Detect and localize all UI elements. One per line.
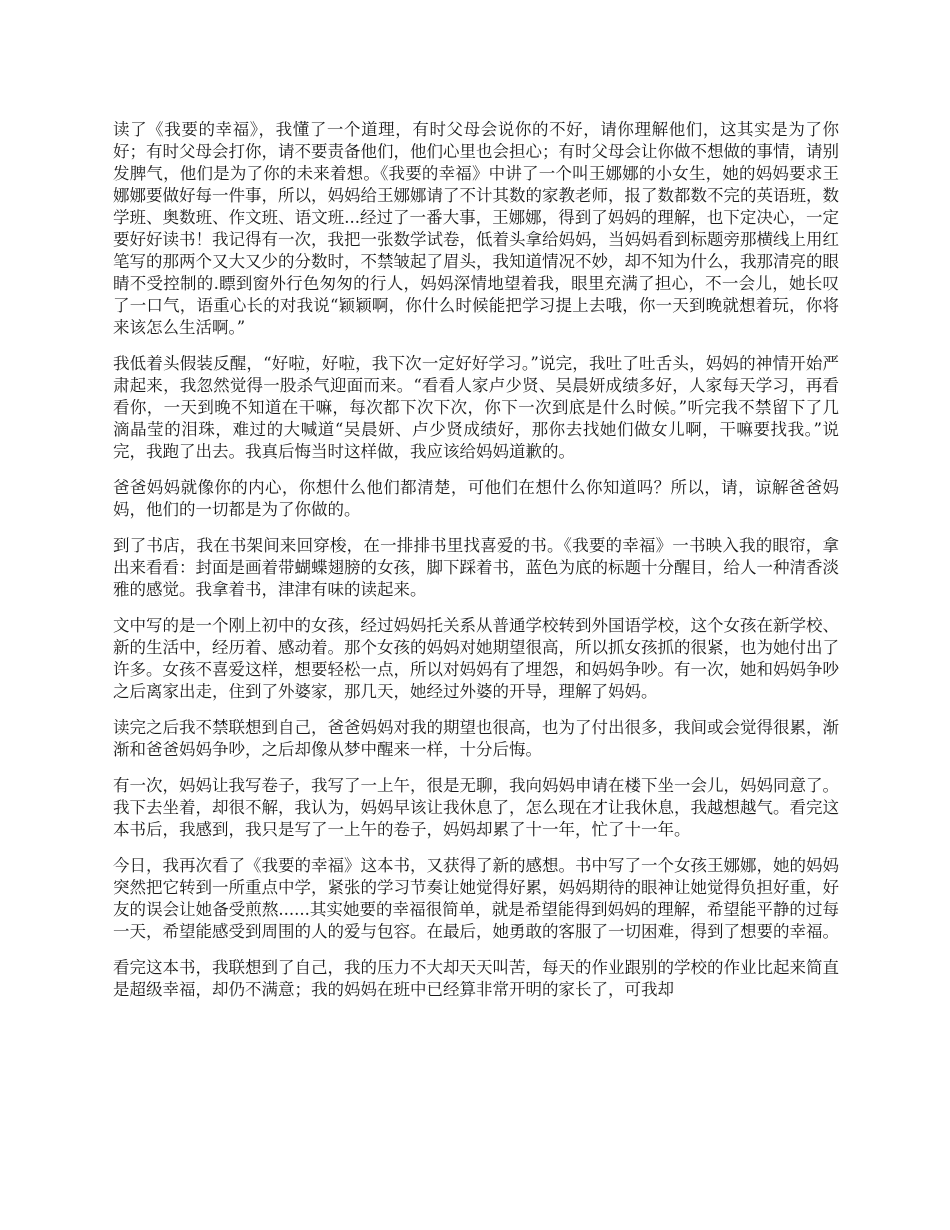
paragraph-9: 看完这本书，我联想到了自己，我的压力不大却天天叫苦，每天的作业跟别的学校的作业比起来简直是超级幸福，却仍不满意；我的妈妈在班中已经算非常开明的家长了，可我却 bbox=[113, 958, 839, 999]
paragraph-2: 我低着头假装反醒，“好啦，好啦，我下次一定好好学习。”说完，我吐了吐舌头，妈妈的神情开始严肃起来，我忽然觉得一股杀气迎面而来。“看看人家卢少贤、吴晨妍成绩多好，人家每天学习，再看看你，一天到晚不知道在干嘛，每次都下次下次，你下一次到底是什么时候。”听完我不禁留下了几滴晶莹的泪珠，难过的大喊道“吴晨妍、卢少贤成绩好，那你去找她们做女儿啊，干嘛要找我。”说完，我跑了出去。我真后悔当时这样做，我应该给妈妈道歉的。 bbox=[113, 354, 839, 461]
document-body bbox=[113, 119, 839, 1015]
paragraph-1: 读了《我要的幸福》，我懂了一个道理，有时父母会说你的不好，请你理解他们，这其实是为了你好；有时父母会打你，请不要责备他们，他们心里也会担心；有时父母会让你做不想做的事情，请别发脾气，他们是为了你的未来着想。《我要的幸福》中讲了一个叫王娜娜的小女生，她的妈妈要求王娜娜要做好每一件事，所以，妈妈给王娜娜请了不计其数的家教老师，报了数都数不完的英语班，数学班、奥数班、作文班、语文班...经过了一番大事，王娜娜，得到了妈妈的理解，也下定决心，一定要好好读书！我记得有一次，我把一张数学试卷，低着头拿给妈妈，当妈妈看到标题旁那横线上用红笔写的那两个又大又少的分数时，不禁皱起了眉头，我知道情况不妙，却不知为什么，我那清亮的眼睛不受控制的.瞟到窗外行色匆匆的行人，妈妈深情地望着我，眼里充满了担心，不一会儿，她长叹了一口气，语重心长的对我说“颖颖啊，你什么时候能把学习提上去哦，你一天到晚就想着玩，你将来该怎么生活啊。” bbox=[113, 120, 839, 337]
paragraph-3: 爸爸妈妈就像你的内心，你想什么他们都清楚，可他们在想什么你知道吗？所以，请，谅解爸爸妈妈，他们的一切都是为了你做的。 bbox=[113, 478, 839, 519]
paragraph-8: 今日，我再次看了《我要的幸福》这本书，又获得了新的感想。书中写了一个女孩王娜娜，她的妈妈突然把它转到一所重点中学，紧张的学习节奏让她觉得好累，妈妈期待的眼神让她觉得负担好重，好友的误会让她备受煎熬......其实她要的幸福很简单，就是希望能得到妈妈的理解，希望能平静的过每一天，希望能感受到周围的人的爱与包容。在最后，她勇敢的客服了一切困难，得到了想要的幸福。 bbox=[113, 856, 839, 941]
paragraph-7: 有一次，妈妈让我写卷子，我写了一上午，很是无聊，我向妈妈申请在楼下坐一会儿，妈妈同意了。我下去坐着，却很不解，我认为，妈妈早该让我休息了，怎么现在才让我休息，我越想越气。看完这本书后，我感到，我只是写了一上午的卷子，妈妈却累了十一年，忙了十一年。 bbox=[113, 776, 839, 839]
paragraph-5: 文中写的是一个刚上初中的女孩，经过妈妈托关系从普通学校转到外国语学校，这个女孩在新学校、新的生活中，经历着、感动着。那个女孩的妈妈对她期望很高，所以抓女孩抓的很紧，也为她付出了许多。女孩不喜爱这样，想要轻松一点，所以对妈妈有了埋怨，和妈妈争吵。有一次，她和妈妈争吵之后离家出走，住到了外婆家，那几天，她经过外婆的开导，理解了妈妈。 bbox=[113, 616, 839, 701]
paragraph-6: 读完之后我不禁联想到自己，爸爸妈妈对我的期望也很高，也为了付出很多，我间或会觉得很累，渐渐和爸爸妈妈争吵，之后却像从梦中醒来一样，十分后悔。 bbox=[113, 718, 839, 759]
paragraph-4: 到了书店，我在书架间来回穿梭，在一排排书里找喜爱的书。《我要的幸福》一书映入我的眼帘，拿出来看看：封面是画着带蝴蝶翅膀的女孩，脚下踩着书，蓝色为底的标题十分醒目，给人一种清香淡雅的感觉。我拿着书，津津有味的读起来。 bbox=[113, 536, 839, 599]
